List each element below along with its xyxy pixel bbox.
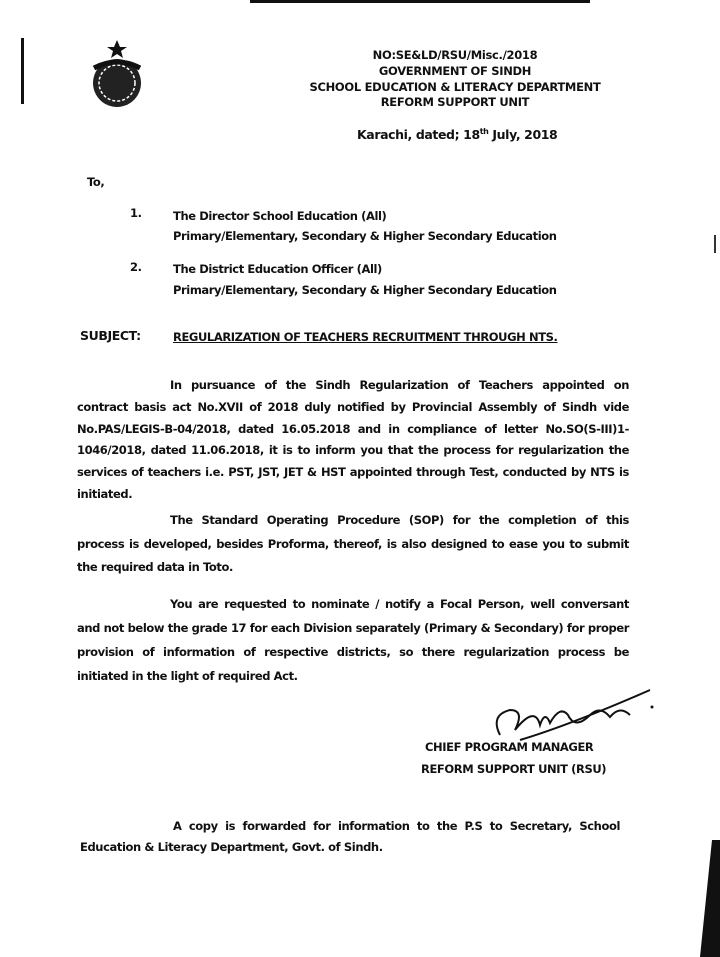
recipient-line1: The District Education Officer (All) xyxy=(173,262,382,276)
date-prefix: Karachi, dated; 18 xyxy=(357,127,480,143)
paragraph-text: You are requested to nominate / notify a Focal Person, well conversant and not below the grade 17 for each Division separately (Primary & Secondary) for proper provision of information of respective districts, so there regularization process be initiated in the light of required Act. xyxy=(77,597,629,683)
letter-date xyxy=(357,127,557,142)
scan-edge-right xyxy=(700,840,720,957)
reference-number: NO:SE&LD/RSU/Misc./2018 xyxy=(372,48,538,62)
unit-name: REFORM SUPPORT UNIT xyxy=(380,95,530,109)
body-paragraph-1 xyxy=(77,375,629,506)
recipient-line1: The Director School Education (All) xyxy=(173,209,387,223)
salutation-to: To, xyxy=(87,175,105,189)
paragraph-text: The Standard Operating Procedure (SOP) for the completion of this process is developed, besides Proforma, thereof, is also designed to ease you to submit the required data in Toto. xyxy=(77,513,629,574)
sindh-emblem-logo xyxy=(84,38,150,110)
copy-forward-note xyxy=(80,816,620,858)
recipient-line2: Primary/Elementary, Secondary & Higher Secondary Education xyxy=(173,283,557,297)
scan-edge-top xyxy=(250,0,590,3)
body-paragraph-3 xyxy=(77,592,629,688)
department-name: SCHOOL EDUCATION & LITERACY DEPARTMENT xyxy=(309,80,601,94)
recipient-line2: Primary/Elementary, Secondary & Higher Secondary Education xyxy=(173,229,557,243)
date-rest: July, 2018 xyxy=(488,127,558,143)
signatory-title: CHIEF PROGRAM MANAGER xyxy=(425,740,594,754)
body-paragraph-2 xyxy=(77,509,629,580)
government-name: GOVERNMENT OF SINDH xyxy=(378,64,532,78)
subject-label: SUBJECT: xyxy=(80,328,141,343)
scan-mark-right xyxy=(714,235,716,253)
recipient-number: 1. xyxy=(130,206,142,220)
scan-mark-left xyxy=(21,38,24,104)
subject-text: REGULARIZATION OF TEACHERS RECRUITMENT THROUGH NTS. xyxy=(173,330,558,344)
paragraph-text: In pursuance of the Sindh Regularization of Teachers appointed on contract basis act No.XVII of 2018 duly notified by Provincial Assembly of Sindh vide No.PAS/LEGIS-B-04/2018, dated 16.05.2018 and in compliance of letter No.SO(S-III)1-1046/2018, dated 11.06.2018, it is to inform you that the process for regularization the services of teachers i.e. PST, JST, JET & HST appointed through Test, conducted by NTS is initiated. xyxy=(77,378,629,501)
signatory-unit: REFORM SUPPORT UNIT (RSU) xyxy=(421,762,607,776)
copy-note-text: A copy is forwarded for information to the P.S to Secretary, School Education & Literacy Department, Govt. of Sindh. xyxy=(80,819,620,854)
recipient-number: 2. xyxy=(130,260,142,274)
date-suffix-ordinal: th xyxy=(479,127,489,136)
